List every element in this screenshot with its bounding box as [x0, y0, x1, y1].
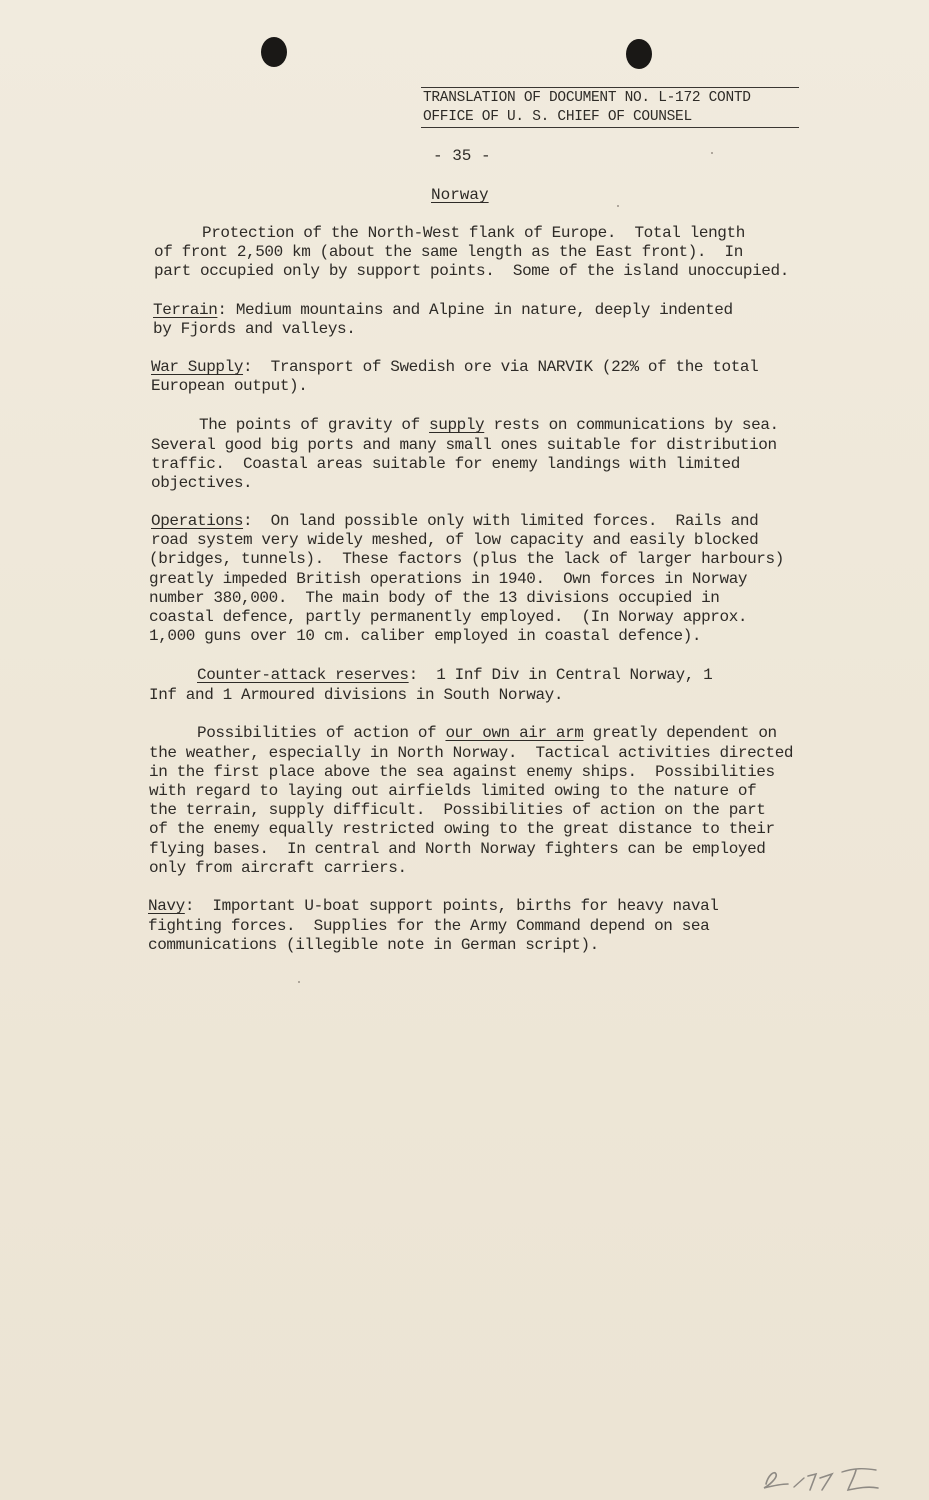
- intro-line-1: Protection of the North-West flank of Europe. Total length: [202, 224, 745, 242]
- operations-label: Operations: [151, 512, 244, 530]
- intro-line-3: part occupied only by support points. Some of the island unoccupied.: [154, 262, 789, 280]
- header-rule-top: [421, 87, 799, 88]
- supply-post: rests on communications by sea.: [484, 416, 779, 434]
- air-arm-line-7: flying bases. In central and North Norway fighters can be employed: [149, 840, 766, 858]
- supply-line-4: objectives.: [151, 474, 253, 492]
- navy-line-2: fighting forces. Supplies for the Army Command depend on sea: [148, 917, 710, 935]
- supply-line-2: Several good big ports and many small ones suitable for distribution: [151, 436, 777, 454]
- war-supply-line-1: [151, 358, 758, 377]
- paper-speck: [617, 205, 619, 207]
- supply-pre: The points of gravity of: [199, 416, 430, 434]
- war-supply-label: War Supply: [151, 358, 244, 376]
- punch-hole-left: [261, 37, 287, 67]
- war-supply-text: : Transport of Swedish ore via NARVIK (22% of the total: [243, 358, 759, 376]
- air-arm-underlined: our own air arm: [445, 724, 584, 742]
- supply-line-3: traffic. Coastal areas suitable for enemy landings with limited: [151, 455, 740, 473]
- operations-line-7: 1,000 guns over 10 cm. caliber employed in coastal defence).: [149, 627, 702, 645]
- air-arm-line-4: with regard to laying out airfields limited owing to the nature of: [149, 782, 757, 800]
- paper-speck: [298, 981, 300, 983]
- section-title: Norway: [431, 186, 489, 204]
- counter-attack-label: Counter-attack reserves: [197, 666, 409, 684]
- supply-line-1: [199, 416, 779, 435]
- air-arm-line-5: the terrain, supply difficult. Possibilities of action on the part: [149, 801, 766, 819]
- air-arm-line-8: only from aircraft carriers.: [149, 859, 407, 877]
- counter-attack-line-1: [197, 666, 712, 685]
- air-arm-line-1: [197, 724, 777, 743]
- supply-underlined: supply: [429, 416, 485, 434]
- counter-attack-line-2: Inf and 1 Armoured divisions in South Norway.: [149, 686, 564, 704]
- operations-line-4: greatly impeded British operations in 1940. Own forces in Norway: [149, 570, 748, 588]
- operations-line-6: coastal defence, partly permanently employed. (In Norway approx.: [149, 608, 748, 626]
- header-rule-bottom: [421, 127, 799, 128]
- paper-speck: [711, 152, 713, 154]
- navy-text: : Important U-boat support points, births for heavy naval: [184, 897, 719, 915]
- punch-hole-right: [626, 39, 652, 69]
- page-number: - 35 -: [433, 147, 491, 165]
- air-arm-pre: Possibilities of action of: [197, 724, 446, 742]
- war-supply-line-2: European output).: [151, 377, 308, 395]
- terrain-label: Terrain: [153, 301, 218, 319]
- intro-line-2: of front 2,500 km (about the same length as the East front). In: [154, 243, 743, 261]
- handwritten-note-signature: [758, 1454, 888, 1494]
- operations-line-3: (bridges, tunnels). These factors (plus the lack of larger harbours): [149, 550, 784, 568]
- air-arm-post: greatly dependent on: [583, 724, 777, 742]
- header-office: OFFICE OF U. S. CHIEF OF COUNSEL: [423, 109, 692, 125]
- navy-line-3: communications (illegible note in German script).: [148, 936, 599, 954]
- operations-text: : On land possible only with limited forces. Rails and: [243, 512, 759, 530]
- terrain-line-1: [153, 301, 733, 320]
- operations-line-1: [151, 512, 758, 531]
- terrain-text: : Medium mountains and Alpine in nature, deeply indented: [217, 301, 733, 319]
- operations-line-5: number 380,000. The main body of the 13 divisions occupied in: [149, 589, 720, 607]
- air-arm-line-3: in the first place above the sea against enemy ships. Possibilities: [149, 763, 775, 781]
- navy-label: Navy: [148, 897, 185, 915]
- operations-line-2: road system very widely meshed, of low capacity and easily blocked: [151, 531, 759, 549]
- air-arm-line-2: the weather, especially in North Norway. Tactical activities directed: [149, 744, 794, 762]
- header-document-number: TRANSLATION OF DOCUMENT NO. L-172 CONTD: [423, 90, 751, 106]
- counter-attack-text: : 1 Inf Div in Central Norway, 1: [408, 666, 713, 684]
- navy-line-1: [148, 897, 719, 916]
- air-arm-line-6: of the enemy equally restricted owing to the great distance to their: [149, 820, 775, 838]
- terrain-line-2: by Fjords and valleys.: [153, 320, 356, 338]
